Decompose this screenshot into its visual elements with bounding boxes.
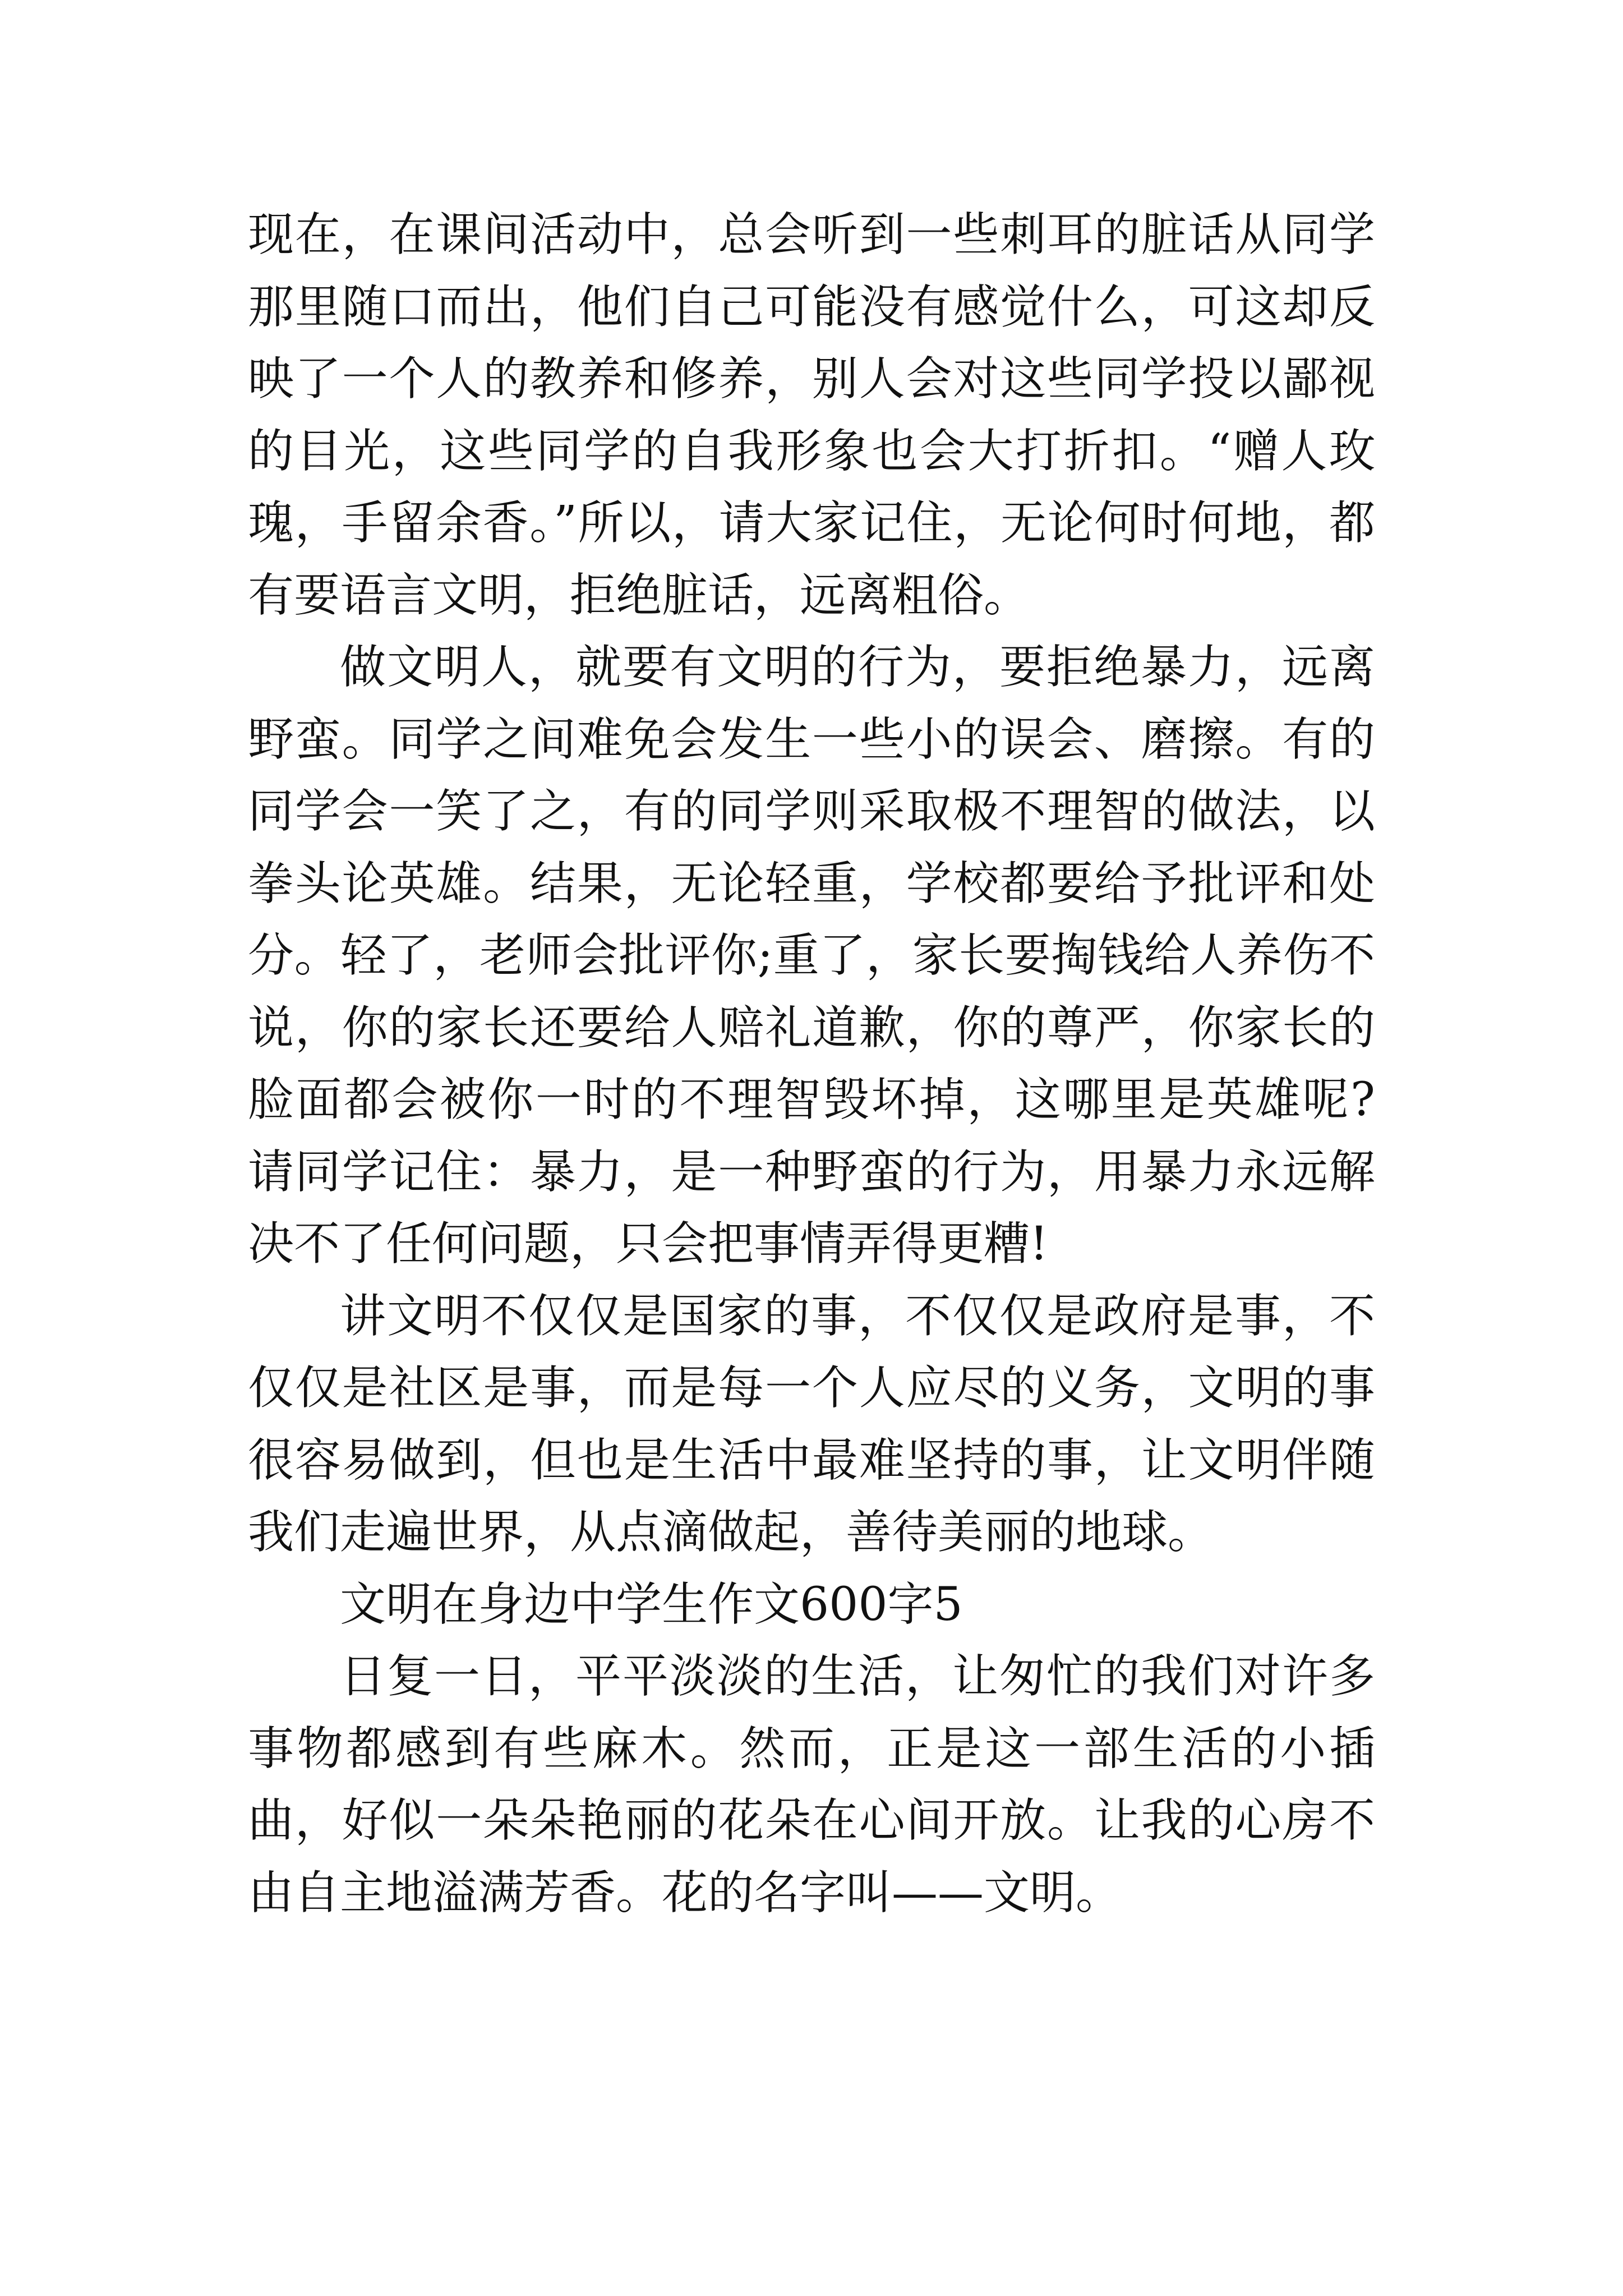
paragraph-civil-behavior: 做文明人，就要有文明的行为，要拒绝暴力，远离野蛮。同学之间难免会发生一些小的误会、磨擦。有的同学会一笑了之，有的同学则采取极不理智的做法，以拳头论英雄。结果，无论轻重，学校都要给予批评和处分。轻了，老师会批评你;重了，家长要掏钱给人养伤不说，你的家长还要给人赔礼道歉，你的尊严，你家长的脸面都会被你一时的不理智毁坏掉，这哪里是英雄呢?请同学记住：暴力，是一种野蛮的行为，用暴力永远解决不了任何问题，只会把事情弄得更糟! bbox=[248, 641, 1375, 1271]
paragraph-civility-duty: 讲文明不仅仅是国家的事，不仅仅是政府是事，不仅仅是社区是事，而是每一个人应尽的义务，文明的事很容易做到，但也是生活中最难坚持的事，让文明伴随我们走遍世界，从点滴做起，善待美丽的地球。 bbox=[248, 1289, 1375, 1559]
paragraph-essay-intro: 日复一日，平平淡淡的生活，让匆忙的我们对许多事物都感到有些麻木。然而，正是这一部生活的小插曲，好似一朵朵艳丽的花朵在心间开放。让我的心房不由自主地溢满芳香。花的名字叫——文明。 bbox=[248, 1650, 1375, 1920]
essay-heading: 文明在身边中学生作文600字5 bbox=[340, 1577, 963, 1631]
paragraph-continued: 现在，在课间活动中，总会听到一些刺耳的脏话从同学那里随口而出，他们自己可能没有感觉什么，可这却反映了一个人的教养和修养，别人会对这些同学投以鄙视的目光，这些同学的自我形象也会大打折扣。“赠人玫瑰，手留余香。”所以，请大家记住，无论何时何地，都有要语言文明，拒绝脏话，远离粗俗。 bbox=[248, 208, 1375, 622]
document-body bbox=[248, 199, 1375, 1929]
